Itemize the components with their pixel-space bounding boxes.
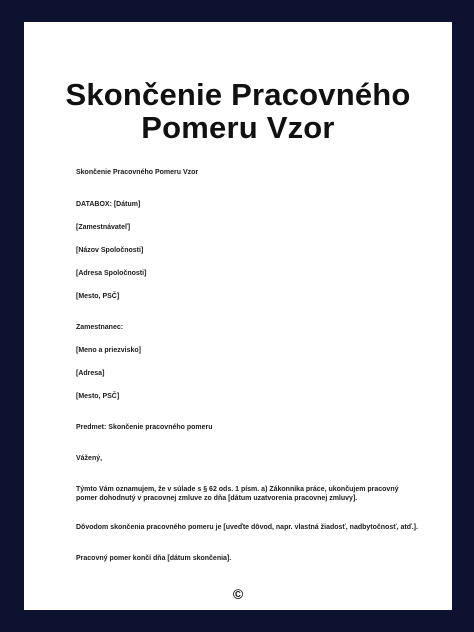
employee-label: Zamestnanec: <box>76 324 124 331</box>
company-city-placeholder: [Mesto, PSČ] <box>76 293 120 300</box>
salutation: Vážený, <box>76 455 103 462</box>
databox-date: DATABOX: [Dátum] <box>76 201 141 208</box>
termination-paragraph: Týmto Vám oznamujem, že v súlade s § 62 ods. 1 písm. a) Zákonníka práce, ukončujem pracovný pomer dohodnutý v pracovnej zmluve zo dňa [dátum uzatvorenia pracovnej zmluvy]. <box>76 486 399 502</box>
title-line-1: Skončenie Pracovného <box>65 77 411 112</box>
document-page <box>24 22 452 610</box>
employee-city-placeholder: [Mesto, PSČ] <box>76 393 120 400</box>
subject-line: Predmet: Skončenie pracovného pomeru <box>76 424 213 431</box>
employee-address-placeholder: [Adresa] <box>76 370 105 377</box>
reason-paragraph: Dôvodom skončenia pracovného pomeru je [uveďte dôvod, napr. vlastná žiadosť, nadbytočnosť, atď.]. <box>76 524 418 531</box>
document-title <box>24 78 452 144</box>
copyright-icon: © <box>232 586 244 602</box>
company-address-placeholder: [Adresa Spoločnosti] <box>76 270 147 277</box>
end-date-paragraph: Pracovný pomer končí dňa [dátum skončenia]. <box>76 555 232 562</box>
letter-heading: Skončenie Pracovného Pomeru Vzor <box>76 169 199 176</box>
company-name-placeholder: [Názov Spoločnosti] <box>76 247 144 254</box>
title-line-2: Pomeru Vzor <box>141 110 335 145</box>
employer-placeholder: [Zamestnávateľ] <box>76 224 131 231</box>
employee-name-placeholder: [Meno a priezvisko] <box>76 347 141 354</box>
